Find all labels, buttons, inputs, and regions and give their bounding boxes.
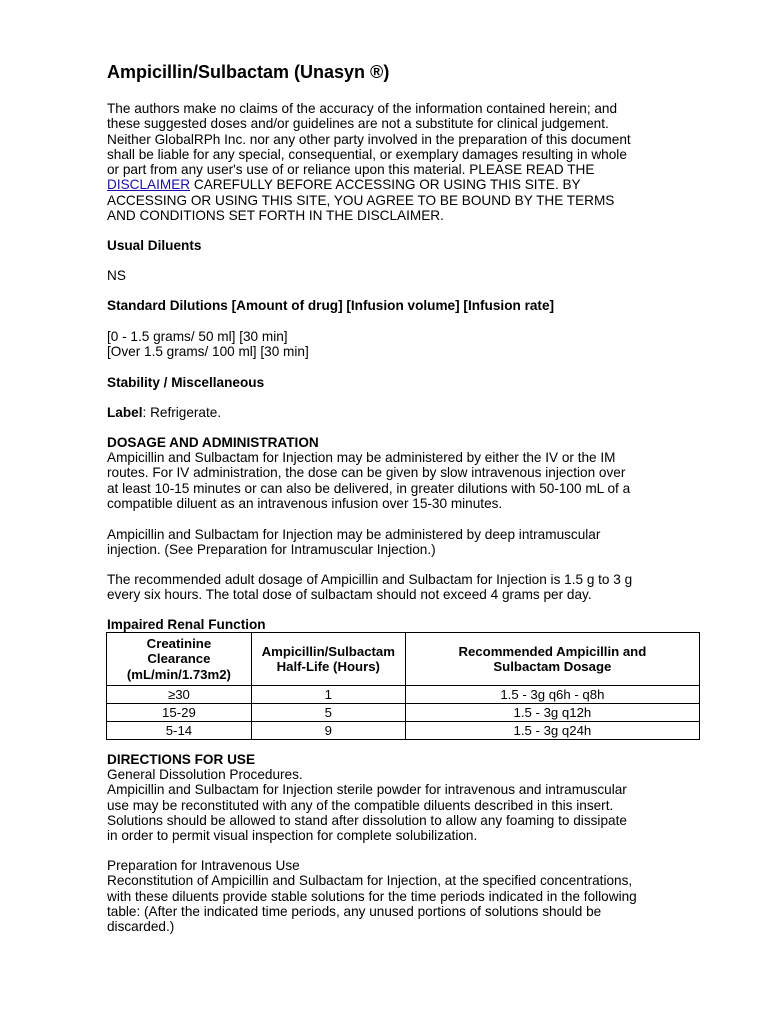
table-cell: 1.5 - 3g q6h - q8h xyxy=(405,686,699,704)
stability-label-value: : Refrigerate. xyxy=(142,405,222,420)
stability-label-key: Label xyxy=(107,405,143,420)
usual-diluents-heading: Usual Diluents xyxy=(107,238,202,253)
table-cell: 5 xyxy=(251,704,405,722)
stability-label-line xyxy=(107,405,717,420)
standard-dilutions-heading: Standard Dilutions [Amount of drug] [Infusion volume] [Infusion rate] xyxy=(107,298,555,313)
dosage-paragraph-2: Ampicillin and Sulbactam for Injection may be administered by deep intramuscular injection. (See Preparation for Intramuscular Injection.) xyxy=(107,527,601,558)
table-row xyxy=(107,704,700,722)
table-cell: 15-29 xyxy=(107,704,252,722)
usual-diluents-value: NS xyxy=(107,268,126,283)
table-cell: ≥30 xyxy=(107,686,252,704)
disclaimer-text xyxy=(107,101,717,223)
disclaimer-text-after: CAREFULLY BEFORE ACCESSING OR USING THIS SITE. BY ACCESSING OR USING THIS SITE, YOU AGREE TO BE BOUND BY THE TERMS AND CONDITIONS SET FORTH IN THE DISCLAIMER. xyxy=(107,177,615,224)
renal-dosing-table xyxy=(106,632,700,740)
header-creatinine-clearance: Creatinine Clearance (mL/min/1.73m2) xyxy=(107,633,252,686)
standard-dilutions-lines: [0 - 1.5 grams/ 50 ml] [30 min] [Over 1.5 grams/ 100 ml] [30 min] xyxy=(107,329,309,360)
table-header-row xyxy=(107,633,700,686)
page-title: Ampicillin/Sulbactam (Unasyn ®) xyxy=(107,62,390,82)
disclaimer-text-before: The authors make no claims of the accuracy of the information contained herein; and these suggested doses and/or guidelines are not a substitute for clinical judgement. Neither GlobalRPh Inc. nor any other party involved in the preparation of this document shall be liable for any special, consequential, or exemplary damages resulting in whole or part from any user's use of or reliance upon this material. PLEASE READ THE xyxy=(107,101,631,178)
renal-heading: Impaired Renal Function xyxy=(107,617,266,632)
table-cell: 1.5 - 3g q12h xyxy=(405,704,699,722)
dosage-heading: DOSAGE AND ADMINISTRATION xyxy=(107,435,319,450)
table-cell: 5-14 xyxy=(107,722,252,740)
directions-heading: DIRECTIONS FOR USE xyxy=(107,752,256,767)
table-row xyxy=(107,722,700,740)
table-row xyxy=(107,686,700,704)
dosage-paragraph-1: Ampicillin and Sulbactam for Injection may be administered by either the IV or the IM routes. For IV administration, the dose can be given by slow intravenous injection over at least 10-15 minutes or can also be delivered, in greater dilutions with 50-100 mL of a compatible diluent as an intravenous infusion over 15-30 minutes. xyxy=(107,450,631,511)
stability-heading: Stability / Miscellaneous xyxy=(107,375,265,390)
table-cell: 1 xyxy=(251,686,405,704)
header-recommended-dosage: Recommended Ampicillin and Sulbactam Dosage xyxy=(405,633,699,686)
table-cell: 9 xyxy=(251,722,405,740)
header-half-life: Ampicillin/Sulbactam Half-Life (Hours) xyxy=(251,633,405,686)
disclaimer-link[interactable]: DISCLAIMER xyxy=(107,177,191,193)
dosage-paragraph-3: The recommended adult dosage of Ampicillin and Sulbactam for Injection is 1.5 g to 3 g every six hours. The total dose of sulbactam should not exceed 4 grams per day. xyxy=(107,572,633,603)
directions-paragraph-2: Preparation for Intravenous Use Reconstitution of Ampicillin and Sulbactam for Injection, at the specified concentrations, with these diluents provide stable solutions for the time periods indicated in the following table: (After the indicated time periods, any unused portions of solutions should be discarded.) xyxy=(107,858,637,935)
directions-paragraph-1: General Dissolution Procedures. Ampicillin and Sulbactam for Injection sterile powder for intravenous and intramuscular use may be reconstituted with any of the compatible diluents described in this insert. Solutions should be allowed to stand after dissolution to allow any foaming to dissipate in order to permit visual inspection for complete solubilization. xyxy=(107,767,627,844)
table-cell: 1.5 - 3g q24h xyxy=(405,722,699,740)
